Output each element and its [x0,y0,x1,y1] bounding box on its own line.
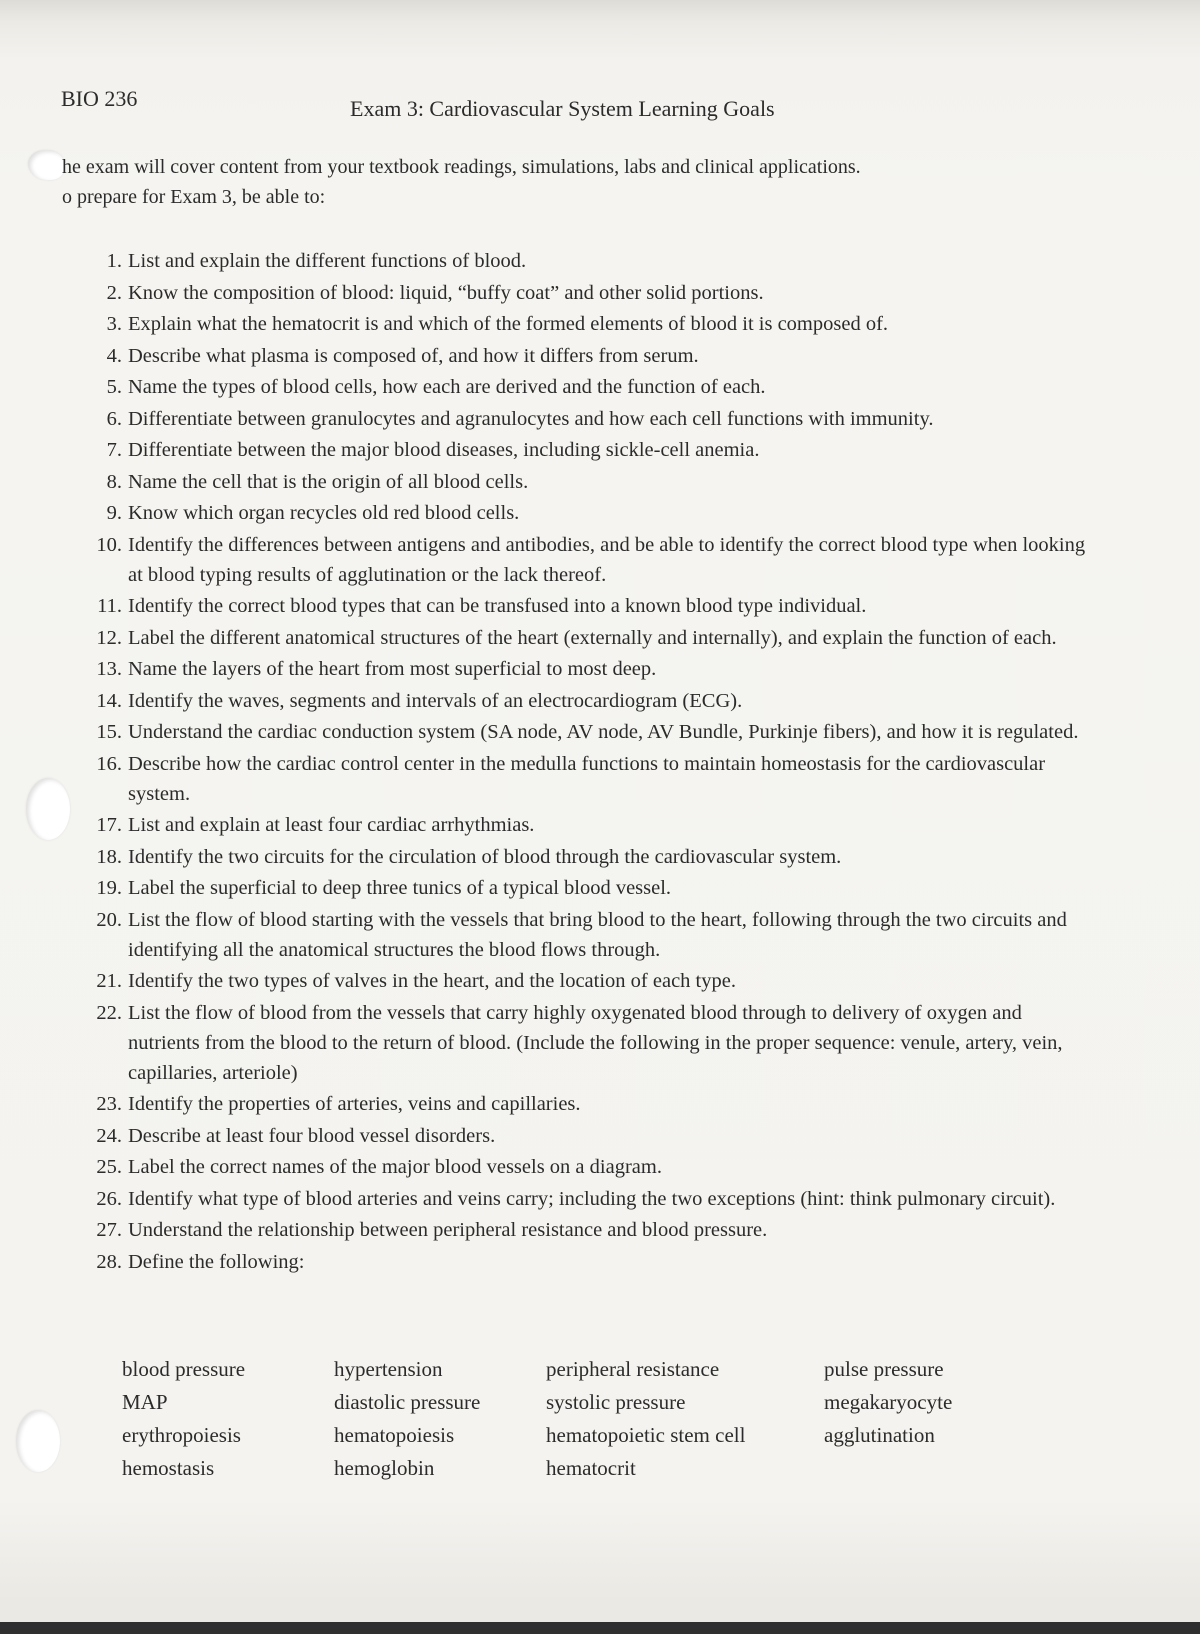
item-number: 14. [96,689,122,712]
intro-line: he exam will cover content from your textbook readings, simulations, labs and clinical applications. [62,156,861,178]
punch-hole [16,1410,60,1472]
item-number: 20. [96,908,122,931]
item-number: 19. [96,877,122,899]
item-text: Name the layers of the heart from most superficial to most deep. [128,658,657,680]
item-number: 25. [96,1156,122,1178]
term: hemoglobin [334,1456,435,1480]
term: diastolic pressure [334,1390,481,1414]
item-text: Describe how the cardiac control center in the medulla functions to maintain homeostasis for the cardiovascular system. [128,752,1046,805]
item-text: Describe at least four blood vessel disorders. [128,1124,496,1147]
list-item [86,530,1096,590]
list-item [86,686,1096,716]
item-text: Identify the waves, segments and intervals of an electrocardiogram (ECG). [128,689,743,712]
list-item [86,1215,1096,1245]
item-text: Differentiate between granulocytes and agranulocytes and how each cell functions with immunity. [128,407,934,430]
item-text: Label the superficial to deep three tunics of a typical blood vessel. [128,877,672,899]
item-number: 10. [96,533,122,556]
item-text: Identify the two types of valves in the heart, and the location of each type. [128,970,736,992]
item-number: 2. [106,281,122,304]
list-item [86,842,1096,872]
term: hematocrit [546,1456,636,1480]
term: agglutination [824,1423,935,1447]
item-number: 18. [96,845,122,868]
item-number: 11. [97,595,122,617]
item-text: List and explain at least four cardiac arrhythmias. [128,814,535,836]
item-number: 17. [96,814,122,836]
list-item [86,905,1096,965]
scan-edge-shadow [0,1622,1200,1634]
intro-paragraph [62,152,1062,212]
item-text: Label the different anatomical structures of the heart (externally and internally), and explain the function of each. [128,626,1057,649]
list-item [86,654,1096,684]
list-item [86,246,1096,276]
list-item [86,309,1096,339]
item-text: Identify the properties of arteries, veins and capillaries. [128,1093,581,1115]
item-text: Name the cell that is the origin of all blood cells. [128,470,529,493]
course-code: BIO 236 [61,86,138,111]
term: pulse pressure [824,1357,944,1381]
term: hematopoiesis [334,1423,455,1447]
item-number: 28. [96,1250,122,1273]
list-item [86,749,1096,809]
term: peripheral resistance [546,1357,720,1381]
list-item [86,404,1096,434]
definitions-terms-grid [122,1357,1024,1489]
list-item [86,498,1096,528]
item-number: 3. [106,313,122,335]
list-item [86,1184,1096,1214]
item-number: 8. [106,470,122,493]
list-item [86,467,1096,497]
term: MAP [122,1390,168,1414]
list-item [86,1089,1096,1119]
item-text: Identify what type of blood arteries and veins carry; including the two exceptions (hint: think pulmonary circuit). [128,1187,1056,1210]
item-text: Identify the correct blood types that can be transfused into a known blood type individual. [128,595,867,617]
list-item [86,591,1096,621]
item-number: 4. [106,344,122,367]
item-number: 21. [96,970,122,992]
item-text: Name the types of blood cells, how each are derived and the function of each. [128,376,766,398]
list-item [86,717,1096,747]
item-text: Explain what the hematocrit is and which of the formed elements of blood it is composed of. [128,313,889,335]
list-item [86,372,1096,402]
item-text: Label the correct names of the major blood vessels on a diagram. [128,1156,662,1178]
punch-hole [28,150,64,180]
item-text: Know the composition of blood: liquid, “buffy coat” and other solid portions. [128,281,764,304]
item-text: List the flow of blood starting with the vessels that bring blood to the heart, following through the two circuits and identifying all the anatomical structures the blood flows through. [128,908,1067,961]
list-item [86,341,1096,371]
item-number: 22. [96,1001,122,1024]
item-number: 1. [106,250,122,272]
term: blood pressure [122,1357,246,1381]
item-number: 6. [106,407,122,430]
term: megakaryocyte [824,1390,953,1414]
item-number: 7. [106,439,122,461]
item-number: 5. [106,376,122,398]
list-item [86,966,1096,996]
list-item [86,873,1096,903]
item-text: Define the following: [128,1250,305,1273]
term: hematopoietic stem cell [546,1423,746,1447]
item-number: 12. [96,626,122,649]
item-text: Describe what plasma is composed of, and how it differs from serum. [128,344,699,367]
list-item [86,1152,1096,1182]
item-text: List the flow of blood from the vessels that carry highly oxygenated blood through to delivery of oxygen and nutrients from the blood to the return of blood. (Include the following in the proper sequence: venule, artery, vein, capillaries, arteriole) [128,1001,1063,1084]
item-number: 26. [96,1187,122,1210]
item-number: 24. [96,1124,122,1147]
item-text: Know which organ recycles old red blood cells. [128,502,520,524]
list-item [86,810,1096,840]
item-text: Identify the two circuits for the circulation of blood through the cardiovascular system. [128,845,842,868]
learning-goals-list [86,246,1096,1278]
page-title: Exam 3: Cardiovascular System Learning Goals [350,96,775,121]
item-text: Identify the differences between antigens and antibodies, and be able to identify the correct blood type when looking at blood typing results of agglutination or the lack thereof. [128,533,1086,586]
item-number: 15. [96,721,122,743]
term: hypertension [334,1357,443,1381]
punch-hole [26,778,70,840]
list-item [86,1247,1096,1277]
item-number: 27. [96,1219,122,1241]
item-text: Differentiate between the major blood diseases, including sickle-cell anemia. [128,439,760,461]
intro-line: o prepare for Exam 3, be able to: [62,186,326,208]
item-number: 9. [106,502,122,524]
item-number: 23. [96,1093,122,1115]
term: erythropoiesis [122,1423,241,1447]
list-item [86,998,1096,1088]
item-text: List and explain the different functions of blood. [128,250,527,272]
item-text: Understand the relationship between peripheral resistance and blood pressure. [128,1219,768,1241]
term: systolic pressure [546,1390,686,1414]
list-item [86,435,1096,465]
list-item [86,278,1096,308]
list-item [86,623,1096,653]
item-number: 13. [96,658,122,680]
list-item [86,1121,1096,1151]
term: hemostasis [122,1456,215,1480]
item-text: Understand the cardiac conduction system (SA node, AV node, AV Bundle, Purkinje fibers), and how it is regulated. [128,721,1079,743]
item-number: 16. [96,752,122,775]
